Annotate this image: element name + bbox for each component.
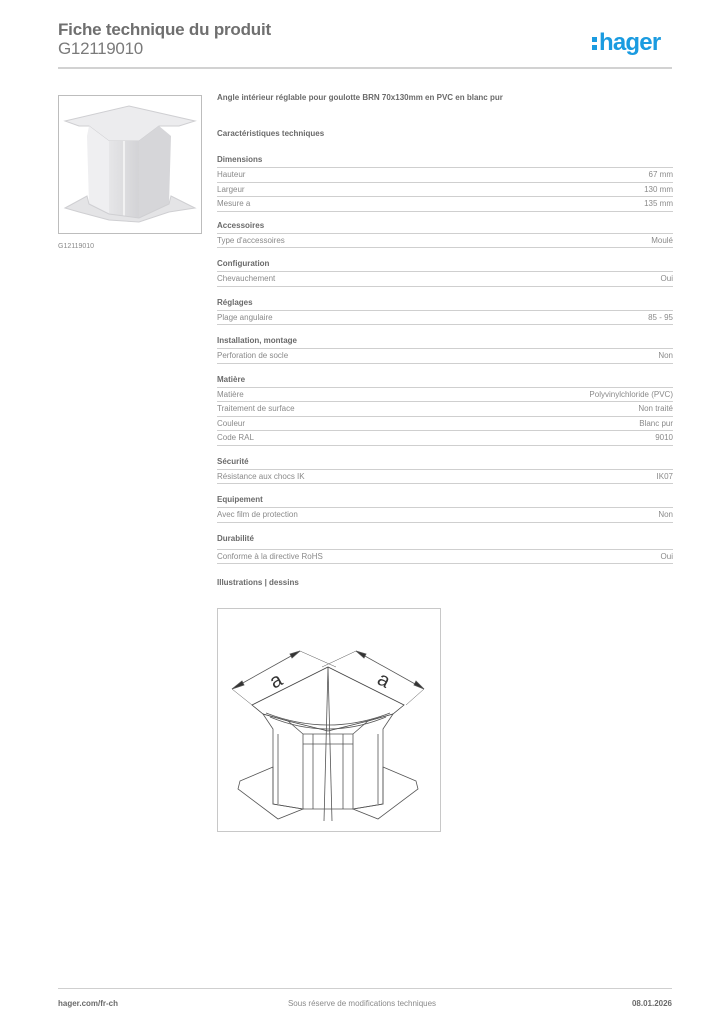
spec-value: 135 mm bbox=[644, 199, 673, 208]
spec-value: Moulé bbox=[651, 235, 673, 245]
product-photo bbox=[58, 95, 202, 234]
group-title: Matière bbox=[217, 374, 673, 388]
spec-label: Matière bbox=[217, 389, 244, 399]
group-title: Durabilité bbox=[217, 533, 673, 550]
spec-row bbox=[217, 168, 673, 183]
spec-group-dimensions bbox=[217, 154, 673, 212]
spec-group-equipement bbox=[217, 494, 673, 523]
spec-label: Type d'accessoires bbox=[217, 235, 285, 245]
spec-value: Non bbox=[658, 510, 673, 519]
group-title: Installation, montage bbox=[217, 335, 673, 349]
technical-drawing bbox=[217, 608, 441, 832]
dimension-label-a-right: a bbox=[373, 667, 394, 693]
spec-label: Couleur bbox=[217, 418, 246, 428]
spec-value: Non bbox=[658, 351, 673, 360]
spec-row bbox=[217, 234, 673, 249]
spec-value: 130 mm bbox=[644, 184, 673, 194]
spec-label: Chevauchement bbox=[217, 274, 276, 283]
spec-row bbox=[217, 311, 673, 326]
spec-row bbox=[217, 197, 673, 212]
group-title: Sécurité bbox=[217, 456, 673, 470]
illustrations-heading: Illustrations | dessins bbox=[217, 578, 299, 587]
spec-value: Oui bbox=[660, 274, 673, 283]
spec-row bbox=[217, 417, 673, 432]
group-title: Réglages bbox=[217, 297, 673, 311]
product-photo-icon bbox=[59, 96, 201, 233]
footer-divider bbox=[58, 988, 672, 989]
spec-label: Code RAL bbox=[217, 433, 254, 442]
footer-date: 08.01.2026 bbox=[631, 999, 672, 1008]
spec-label: Hauteur bbox=[217, 170, 246, 179]
photo-caption: G12119010 bbox=[58, 243, 95, 250]
page-title: Fiche technique du produit bbox=[58, 20, 271, 39]
spec-group-installation bbox=[217, 335, 673, 364]
spec-value: 9010 bbox=[655, 433, 673, 442]
spec-value: 67 mm bbox=[648, 170, 673, 179]
spec-label: Avec film de protection bbox=[217, 510, 298, 519]
spec-label: Mesure a bbox=[217, 199, 251, 208]
spec-row bbox=[217, 550, 673, 565]
spec-value: 85 - 95 bbox=[648, 312, 673, 322]
spec-row bbox=[217, 470, 673, 485]
group-title: Dimensions bbox=[217, 154, 673, 168]
spec-row bbox=[217, 431, 673, 446]
spec-group-securite bbox=[217, 456, 673, 485]
spec-value: Oui bbox=[660, 551, 673, 561]
spec-value: Non traité bbox=[638, 404, 673, 413]
spec-group-matiere bbox=[217, 374, 673, 446]
dimension-label-a-left: a bbox=[266, 668, 287, 694]
spec-label: Largeur bbox=[217, 184, 245, 194]
product-code: G12119010 bbox=[58, 39, 143, 58]
spec-label: Résistance aux chocs IK bbox=[217, 471, 305, 481]
spec-label: Traitement de surface bbox=[217, 404, 295, 413]
header-divider bbox=[58, 67, 672, 69]
spec-label: Perforation de socle bbox=[217, 351, 289, 360]
spec-group-reglages bbox=[217, 297, 673, 326]
group-title: Configuration bbox=[217, 258, 673, 272]
spec-row bbox=[217, 402, 673, 417]
spec-row bbox=[217, 349, 673, 364]
spec-row bbox=[217, 508, 673, 523]
spec-value: IK07 bbox=[656, 471, 673, 481]
spec-label: Plage angulaire bbox=[217, 312, 273, 322]
footer-disclaimer: Sous réserve de modifications techniques bbox=[287, 999, 437, 1008]
product-description: Angle intérieur réglable pour goulotte BRN 70x130mm en PVC en blanc pur bbox=[217, 93, 503, 102]
spec-value: Polyvinylchloride (PVC) bbox=[589, 389, 673, 399]
hager-logo bbox=[592, 29, 660, 57]
corner-drawing-icon bbox=[218, 609, 440, 831]
spec-group-configuration bbox=[217, 258, 673, 287]
spec-group-durabilite bbox=[217, 533, 673, 565]
spec-label: Conforme à la directive RoHS bbox=[217, 551, 323, 561]
footer-website-link[interactable]: hager.com/fr-ch bbox=[58, 999, 119, 1008]
spec-row bbox=[217, 183, 673, 198]
group-title: Accessoires bbox=[217, 220, 673, 234]
tech-specs-heading: Caractéristiques techniques bbox=[217, 129, 325, 138]
group-title: Equipement bbox=[217, 494, 673, 508]
spec-row bbox=[217, 272, 673, 287]
logo-text: hager bbox=[599, 29, 661, 56]
spec-row bbox=[217, 388, 673, 403]
spec-section bbox=[217, 93, 673, 587]
logo-colon-icon bbox=[592, 35, 597, 51]
spec-value: Blanc pur bbox=[639, 418, 673, 428]
spec-group-accessoires bbox=[217, 220, 673, 249]
